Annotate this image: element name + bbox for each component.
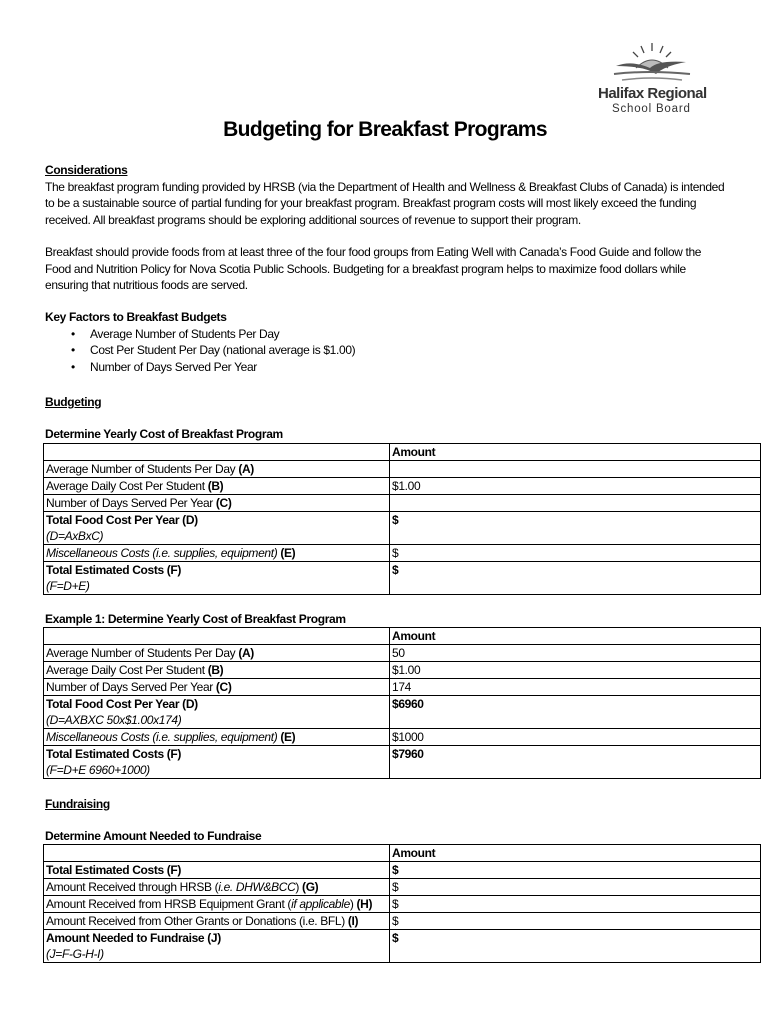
table-row: Total Food Cost Per Year (D) (D=AxBxC) $ [44, 512, 761, 545]
table-row: Amount Received from Other Grants or Donations (i.e. BFL) (I) $ [44, 913, 761, 930]
table-row: Amount Received through HRSB (i.e. DHW&BCC) (G) $ [44, 879, 761, 896]
table-row: Average Daily Cost Per Student (B) $1.00 [44, 662, 761, 679]
amount-cell: $ [390, 879, 761, 896]
table-row: Amount Needed to Fundraise (J) (J=F-G-H-I) $ [44, 930, 761, 963]
table-row: Miscellaneous Costs (i.e. supplies, equipment) (E) $1000 [44, 729, 761, 746]
amount-cell: 174 [390, 679, 761, 696]
amount-cell [390, 495, 761, 512]
example-yearly-cost-table [43, 627, 761, 779]
table-row: Total Food Cost Per Year (D) (D=AXBXC 50x$1.00x174) $6960 [44, 696, 761, 729]
considerations-heading: Considerations [45, 163, 128, 177]
table-row: Total Estimated Costs (F) (F=D+E 6960+1000) $7960 [44, 746, 761, 779]
table-row: Number of Days Served Per Year (C) 174 [44, 679, 761, 696]
amount-cell: $7960 [390, 746, 761, 779]
halifax-regional-school-board-logo [598, 40, 708, 120]
yearly-cost-table [43, 443, 761, 595]
amount-cell: $ [390, 562, 761, 595]
table-row: Number of Days Served Per Year (C) [44, 495, 761, 512]
table1-caption: Determine Yearly Cost of Breakfast Program [45, 427, 283, 441]
amount-cell: $ [390, 862, 761, 879]
amount-cell: $ [390, 545, 761, 562]
table-row: Average Number of Students Per Day (A) [44, 461, 761, 478]
amount-header: Amount [390, 845, 761, 862]
table2-caption: Example 1: Determine Yearly Cost of Breakfast Program [45, 612, 346, 626]
table-row: Average Daily Cost Per Student (B) $1.00 [44, 478, 761, 495]
logo-text-line1: Halifax Regional [598, 85, 707, 102]
sunrise-bird-logo-icon [598, 40, 708, 90]
key-factors-list [45, 326, 725, 376]
amount-cell: $1.00 [390, 478, 761, 495]
amount-cell: $ [390, 512, 761, 545]
table-row: Miscellaneous Costs (i.e. supplies, equipment) (E) $ [44, 545, 761, 562]
list-item: • Cost Per Student Per Day (national average is $1.00) [45, 342, 725, 359]
amount-cell: 50 [390, 645, 761, 662]
list-item: • Number of Days Served Per Year [45, 359, 725, 376]
considerations-paragraph-2: Breakfast should provide foods from at least three of the four food groups from Eating Well with Canada’s Food Guide and follow the Food and Nutrition Policy for Nova Scotia Public Schools. Budgeting for a breakfast program helps to maximize food dollars while ensuring that nutritious foods are served. [45, 245, 702, 292]
page-title: Budgeting for Breakfast Programs [223, 118, 547, 141]
amount-cell: $6960 [390, 696, 761, 729]
table-row: Total Estimated Costs (F) $ [44, 862, 761, 879]
fundraise-table [43, 844, 761, 963]
fundraising-heading: Fundraising [45, 797, 110, 811]
table-row: Total Estimated Costs (F) (F=D+E) $ [44, 562, 761, 595]
amount-header: Amount [390, 628, 761, 645]
table-header-row [44, 628, 761, 645]
amount-cell [390, 461, 761, 478]
considerations-paragraph-1: The breakfast program funding provided by HRSB (via the Department of Health and Wellness & Breakfast Clubs of Canada) is intended to be a sustainable source of partial funding for your breakfast program. Breakfast program costs will most likely exceed the funding received. All breakfast programs should be exploring additional sources of revenue to support their program. [45, 179, 725, 227]
table3-caption: Determine Amount Needed to Fundraise [45, 829, 262, 843]
amount-cell: $ [390, 930, 761, 963]
amount-header: Amount [390, 444, 761, 461]
considerations-section [45, 162, 725, 294]
amount-cell: $ [390, 913, 761, 930]
table-header-row [44, 444, 761, 461]
amount-cell: $1000 [390, 729, 761, 746]
key-factors-section [45, 309, 725, 375]
table-header-row [44, 845, 761, 862]
logo-text-line2: School Board [612, 103, 691, 115]
list-item: • Average Number of Students Per Day [45, 326, 725, 343]
table-row: Average Number of Students Per Day (A) 50 [44, 645, 761, 662]
key-factors-heading: Key Factors to Breakfast Budgets [45, 310, 227, 324]
amount-cell: $ [390, 896, 761, 913]
table-row: Amount Received from HRSB Equipment Grant (if applicable) (H) $ [44, 896, 761, 913]
amount-cell: $1.00 [390, 662, 761, 679]
budgeting-heading: Budgeting [45, 395, 102, 409]
